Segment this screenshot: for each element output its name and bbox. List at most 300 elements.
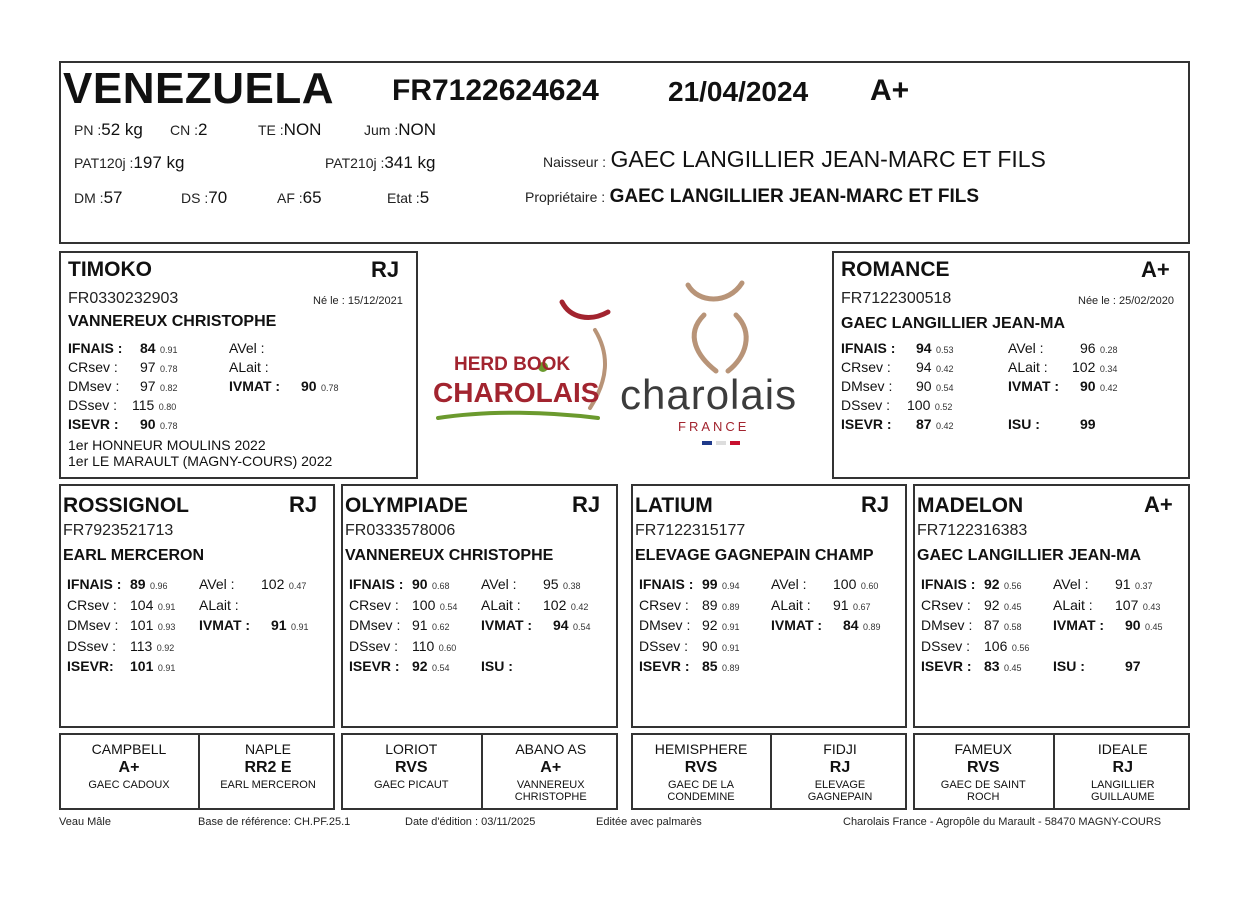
ivmat-coef: 0.89 bbox=[863, 622, 881, 632]
dssev-label: DSsev : bbox=[921, 637, 971, 654]
alait-label: ALait : bbox=[481, 596, 521, 613]
ivmat-value: 84 bbox=[843, 617, 859, 633]
dam-isu bbox=[1008, 416, 1096, 434]
great-grandparent-name: ABANO AS bbox=[515, 741, 587, 757]
crsev-coef: 0.42 bbox=[936, 364, 954, 374]
ifnais-value: 92 bbox=[984, 576, 1000, 592]
dmsev-label: DMsev : bbox=[68, 378, 120, 394]
sire-owner: VANNEREUX CHRISTOPHE bbox=[68, 313, 277, 330]
dmsev-coef: 0.58 bbox=[1004, 622, 1022, 632]
charolais-bull-head-icon bbox=[618, 275, 828, 385]
crsev-value: 100 bbox=[412, 596, 436, 613]
alait-coef: 0.67 bbox=[853, 601, 871, 612]
jum-field bbox=[364, 120, 436, 140]
ifnais-label: IFNAIS : bbox=[921, 576, 976, 592]
dmsev-value: 92 bbox=[702, 617, 718, 633]
grandparent-owner: VANNEREUX CHRISTOPHE bbox=[345, 547, 554, 564]
footer-palmares: Editée avec palmarès bbox=[596, 816, 702, 828]
alait-label: ALait : bbox=[771, 596, 811, 613]
grandparent-name: MADELON bbox=[917, 494, 1024, 517]
grandparent-name: OLYMPIADE bbox=[345, 494, 468, 517]
isu-label: ISU : bbox=[1008, 416, 1040, 432]
grandparent-ifnais bbox=[349, 576, 450, 594]
isevr-value: 90 bbox=[140, 416, 156, 432]
ivmat-label: IVMAT : bbox=[229, 378, 281, 394]
great-grandparent-owner: GAEC DE SAINT bbox=[940, 779, 1026, 791]
grandparent-isu bbox=[771, 658, 843, 676]
great-grandparent-cell bbox=[772, 735, 908, 808]
pat120-label: PAT120j : bbox=[74, 155, 134, 171]
etat-label: Etat : bbox=[387, 190, 420, 206]
ifnais-coef: 0.96 bbox=[150, 581, 168, 591]
isu-label: ISU : bbox=[1053, 658, 1085, 674]
dmsev-coef: 0.91 bbox=[722, 622, 740, 632]
great-grandparent-grade: RVS bbox=[966, 759, 1000, 776]
alait-value: 107 bbox=[1115, 596, 1139, 613]
dmsev-coef: 0.54 bbox=[936, 383, 954, 393]
cn-value: 2 bbox=[198, 120, 208, 139]
grandparent-alait bbox=[771, 597, 871, 615]
dmsev-value: 87 bbox=[984, 617, 1000, 633]
isevr-label: ISEVR : bbox=[841, 416, 892, 432]
alait-label: ALait : bbox=[199, 596, 239, 613]
avel-coef: 0.28 bbox=[1100, 345, 1118, 355]
sire-palmares-1: 1er HONNEUR MOULINS 2022 bbox=[68, 437, 266, 453]
proprietaire-value: GAEC LANGILLIER JEAN-MARC ET FILS bbox=[609, 186, 980, 207]
footer-base: Base de référence: CH.PF.25.1 bbox=[198, 816, 351, 828]
ifnais-value: 94 bbox=[916, 340, 932, 356]
dam-dmsev bbox=[841, 378, 954, 396]
isevr-label: ISEVR: bbox=[67, 658, 114, 674]
dam-crsev bbox=[841, 359, 954, 377]
great-grandparent-grade: A+ bbox=[118, 759, 140, 776]
grandparent-name: LATIUM bbox=[635, 494, 713, 517]
ifnais-value: 90 bbox=[412, 576, 428, 592]
crsev-coef: 0.54 bbox=[439, 601, 458, 612]
grandparent-ifnais bbox=[67, 576, 168, 594]
ivmat-label: IVMAT : bbox=[1008, 378, 1060, 394]
alait-value: 91 bbox=[833, 596, 849, 613]
isevr-value: 92 bbox=[412, 658, 428, 674]
avel-value: 96 bbox=[1080, 340, 1096, 356]
avel-coef: 0.38 bbox=[563, 581, 581, 591]
great-grandparent-cell bbox=[343, 735, 480, 808]
great-grandparent-owner: EARL MERCERON bbox=[220, 779, 316, 791]
great-grandparent-name: IDEALE bbox=[1097, 741, 1148, 757]
great-grandparent-owner: ELEVAGE bbox=[814, 779, 866, 791]
isevr-coef: 0.78 bbox=[160, 421, 178, 431]
great-grandparent-grade: RVS bbox=[684, 759, 718, 776]
dmsev-coef: 0.82 bbox=[160, 383, 178, 393]
sire-dssev bbox=[68, 397, 176, 415]
grandparent-id: FR7923521713 bbox=[63, 522, 174, 539]
great-grandparent-grade: RJ bbox=[829, 759, 851, 776]
sire-grade: RJ bbox=[371, 257, 400, 282]
ivmat-coef: 0.78 bbox=[321, 383, 339, 393]
dmsev-value: 90 bbox=[916, 378, 932, 394]
pn-field bbox=[74, 120, 143, 140]
sire-dmsev bbox=[68, 378, 178, 396]
grandparent-isevr bbox=[921, 658, 1022, 676]
dssev-value: 110 bbox=[412, 637, 435, 654]
grandparent-id: FR7122315177 bbox=[635, 522, 746, 539]
etat-field bbox=[387, 188, 429, 208]
dssev-label: DSsev : bbox=[349, 637, 399, 654]
alait-value: 102 bbox=[1072, 359, 1096, 375]
af-label: AF : bbox=[277, 190, 303, 206]
avel-value: 102 bbox=[261, 576, 285, 592]
avel-label: AVel : bbox=[1008, 340, 1044, 356]
isevr-coef: 0.54 bbox=[432, 663, 450, 673]
dam-id: FR7122300518 bbox=[841, 290, 952, 307]
ifnais-coef: 0.91 bbox=[160, 345, 178, 355]
animal-birth-date: 21/04/2024 bbox=[668, 76, 809, 107]
alait-value: 102 bbox=[543, 596, 567, 613]
ivmat-value: 90 bbox=[1125, 617, 1141, 633]
af-value: 65 bbox=[302, 188, 322, 207]
sire-alait-label: ALait : bbox=[229, 359, 269, 375]
isevr-label: ISEVR : bbox=[68, 416, 119, 432]
isevr-label: ISEVR : bbox=[921, 658, 972, 674]
grandparent-grade: A+ bbox=[1144, 492, 1173, 517]
great-grandparent-owner: GAEC PICAUT bbox=[373, 779, 449, 791]
grandparent-avel bbox=[771, 576, 878, 594]
dssev-value: 90 bbox=[702, 637, 718, 654]
great-grandparent-pair-box bbox=[631, 733, 907, 810]
dam-name: ROMANCE bbox=[841, 258, 950, 281]
dmsev-coef: 0.62 bbox=[432, 622, 450, 632]
dm-value: 57 bbox=[103, 188, 123, 207]
grandparent-alait bbox=[199, 597, 261, 615]
crsev-value: 104 bbox=[130, 596, 154, 613]
naisseur-label: Naisseur : bbox=[543, 154, 607, 170]
crsev-label: CRsev : bbox=[841, 359, 891, 375]
naisseur-field bbox=[543, 146, 1046, 173]
great-grandparent-name: HEMISPHERE bbox=[654, 741, 748, 757]
grandparent-isevr bbox=[349, 658, 450, 676]
ds-value: 70 bbox=[208, 188, 228, 207]
grandparent-id: FR0333578006 bbox=[345, 522, 456, 539]
ivmat-value: 90 bbox=[1080, 378, 1096, 394]
crsev-coef: 0.45 bbox=[1004, 601, 1022, 612]
great-grandparent-owner: GAEC DE LA bbox=[667, 779, 735, 791]
dam-grade: A+ bbox=[1141, 257, 1170, 282]
dmsev-coef: 0.93 bbox=[157, 622, 176, 632]
great-grandparent-cell bbox=[915, 735, 1052, 808]
dssev-coef: 0.56 bbox=[1011, 642, 1030, 653]
grandparent-dssev bbox=[67, 638, 174, 656]
animal-id: FR7122624624 bbox=[392, 74, 599, 107]
dam-birth-date: Née le : 25/02/2020 bbox=[1078, 295, 1175, 307]
isevr-label: ISEVR : bbox=[639, 658, 690, 674]
great-grandparent-grade: A+ bbox=[540, 759, 562, 776]
great-grandparent-grade: RR2 E bbox=[244, 759, 292, 776]
avel-label: AVel : bbox=[481, 576, 517, 592]
avel-value: 91 bbox=[1115, 576, 1131, 592]
dmsev-label: DMsev : bbox=[349, 617, 401, 633]
french-flag-icon bbox=[702, 441, 740, 445]
grandparent-dmsev bbox=[639, 617, 740, 635]
naisseur-value: GAEC LANGILLIER JEAN-MARC ET FILS bbox=[610, 146, 1046, 172]
grandparent-alait bbox=[1053, 597, 1160, 615]
great-grandparent-owner: LANGILLIER bbox=[1090, 779, 1155, 791]
great-grandparent-owner-2: CONDEMINE bbox=[667, 791, 735, 803]
alait-coef: 0.34 bbox=[1099, 364, 1118, 374]
sire-name: TIMOKO bbox=[68, 258, 152, 281]
great-grandparent-owner-2: GUILLAUME bbox=[1090, 791, 1155, 803]
ifnais-coef: 0.53 bbox=[936, 345, 954, 355]
dssev-coef: 0.52 bbox=[934, 402, 953, 412]
grandparent-avel bbox=[1053, 576, 1153, 594]
isevr-value: 85 bbox=[702, 658, 718, 674]
grandparent-isu bbox=[481, 658, 553, 676]
sire-birth-date: Né le : 15/12/2021 bbox=[313, 295, 403, 307]
ds-field bbox=[181, 188, 227, 208]
great-grandparent-cell bbox=[61, 735, 197, 808]
animal-grade: A+ bbox=[870, 74, 910, 107]
crsev-label: CRsev : bbox=[349, 596, 399, 613]
sire-palmares-2: 1er LE MARAULT (MAGNY-COURS) 2022 bbox=[68, 453, 333, 469]
ivmat-coef: 0.42 bbox=[1100, 383, 1118, 393]
sire-isevr bbox=[68, 416, 178, 434]
pat210-label: PAT210j : bbox=[325, 155, 385, 171]
grandparent-isevr bbox=[67, 658, 175, 676]
isevr-value: 87 bbox=[916, 416, 932, 432]
dssev-coef: 0.60 bbox=[438, 642, 457, 653]
great-grandparent-cell bbox=[1055, 735, 1192, 808]
cn-field bbox=[170, 120, 207, 140]
dssev-value: 113 bbox=[130, 637, 153, 654]
ifnais-label: IFNAIS : bbox=[67, 576, 122, 592]
ivmat-value: 94 bbox=[553, 617, 569, 633]
dm-label: DM : bbox=[74, 190, 104, 206]
crsev-value: 94 bbox=[916, 359, 932, 375]
dssev-coef: 0.80 bbox=[158, 402, 177, 412]
dm-field bbox=[74, 188, 122, 208]
dam-dssev bbox=[841, 397, 952, 415]
isevr-coef: 0.91 bbox=[157, 663, 176, 673]
crsev-coef: 0.91 bbox=[157, 601, 176, 612]
herdbook-line2: CHAROLAIS bbox=[433, 377, 600, 408]
isevr-coef: 0.89 bbox=[722, 663, 740, 673]
jum-value: NON bbox=[398, 120, 437, 139]
grandparent-avel bbox=[199, 576, 306, 594]
isevr-value: 101 bbox=[130, 658, 154, 674]
charolais-word: charolais bbox=[620, 371, 798, 418]
ifnais-value: 99 bbox=[702, 576, 718, 592]
footer-sex: Veau Mâle bbox=[59, 816, 111, 828]
grandparent-name: ROSSIGNOL bbox=[63, 494, 190, 517]
dssev-coef: 0.92 bbox=[156, 642, 175, 653]
ivmat-value: 90 bbox=[301, 378, 317, 394]
crsev-coef: 0.78 bbox=[160, 364, 178, 374]
great-grandparent-name: LORIOT bbox=[385, 741, 438, 757]
ivmat-label: IVMAT : bbox=[1053, 617, 1105, 633]
grandparent-crsev bbox=[349, 597, 457, 615]
isevr-coef: 0.45 bbox=[1004, 663, 1022, 673]
grandparent-isevr bbox=[639, 658, 740, 676]
grandparent-ivmat bbox=[771, 617, 881, 635]
great-grandparent-cell bbox=[633, 735, 769, 808]
sire-crsev bbox=[68, 359, 178, 377]
isevr-coef: 0.42 bbox=[936, 421, 954, 431]
great-grandparent-pair-box bbox=[59, 733, 335, 810]
france-word: FRANCE bbox=[678, 419, 750, 434]
ivmat-value: 91 bbox=[271, 617, 287, 633]
ivmat-label: IVMAT : bbox=[481, 617, 533, 633]
ivmat-label: IVMAT : bbox=[771, 617, 823, 633]
pat120-value: 197 kg bbox=[133, 153, 185, 172]
avel-label: AVel : bbox=[771, 576, 807, 592]
dmsev-value: 97 bbox=[140, 378, 156, 394]
avel-label: AVel : bbox=[199, 576, 235, 592]
ifnais-label: IFNAIS : bbox=[841, 340, 896, 356]
grandparent-id: FR7122316383 bbox=[917, 522, 1028, 539]
alait-coef: 0.43 bbox=[1142, 601, 1161, 612]
charolais-france-logo bbox=[618, 275, 828, 455]
great-grandparent-cell bbox=[200, 735, 336, 808]
grandparent-dssev bbox=[639, 638, 740, 656]
avel-coef: 0.37 bbox=[1135, 581, 1153, 591]
jum-label: Jum : bbox=[364, 122, 399, 138]
dssev-coef: 0.91 bbox=[722, 642, 740, 653]
animal-name: VENEZUELA bbox=[63, 64, 334, 113]
great-grandparent-grade: RVS bbox=[394, 759, 428, 776]
alait-coef: 0.42 bbox=[570, 601, 589, 612]
great-grandparent-owner-2: CHRISTOPHE bbox=[514, 791, 587, 803]
grandparent-crsev bbox=[639, 597, 740, 615]
dam-alait bbox=[1008, 359, 1117, 377]
great-grandparent-grade: RJ bbox=[1112, 759, 1133, 776]
sire-ifnais bbox=[68, 340, 178, 358]
crsev-label: CRsev : bbox=[921, 596, 971, 613]
ifnais-value: 84 bbox=[140, 340, 156, 356]
alait-label: ALait : bbox=[1008, 359, 1048, 375]
isu-value: 99 bbox=[1080, 416, 1096, 432]
grandparent-grade: RJ bbox=[572, 492, 601, 517]
sire-ivmat bbox=[229, 378, 339, 396]
great-grandparent-cell bbox=[483, 735, 620, 808]
avel-coef: 0.60 bbox=[860, 581, 879, 591]
dssev-value: 106 bbox=[984, 637, 1008, 654]
ifnais-label: IFNAIS : bbox=[349, 576, 404, 592]
grandparent-crsev bbox=[67, 597, 175, 615]
grandparent-owner: EARL MERCERON bbox=[63, 547, 205, 564]
proprietaire-label: Propriétaire : bbox=[525, 189, 606, 205]
ds-label: DS : bbox=[181, 190, 209, 206]
ivmat-coef: 0.45 bbox=[1145, 622, 1163, 632]
te-label: TE : bbox=[258, 122, 284, 138]
dssev-value: 115 bbox=[132, 397, 155, 413]
grandparent-dmsev bbox=[349, 617, 450, 635]
herdbook-charolais-logo bbox=[430, 290, 620, 430]
pn-label: PN : bbox=[74, 122, 102, 138]
dssev-label: DSsev : bbox=[639, 637, 689, 654]
grandparent-isu bbox=[199, 658, 271, 676]
ifnais-coef: 0.94 bbox=[722, 581, 740, 591]
dam-avel bbox=[1008, 340, 1118, 358]
avel-value: 95 bbox=[543, 576, 559, 592]
dmsev-label: DMsev : bbox=[921, 617, 973, 633]
sire-id: FR0330232903 bbox=[68, 290, 179, 307]
great-grandparent-pair-box bbox=[913, 733, 1190, 810]
pat210-field bbox=[325, 153, 435, 173]
etat-value: 5 bbox=[419, 188, 430, 207]
grandparent-dmsev bbox=[921, 617, 1022, 635]
dmsev-value: 91 bbox=[412, 617, 428, 633]
crsev-coef: 0.89 bbox=[722, 601, 740, 612]
isevr-value: 83 bbox=[984, 658, 1000, 674]
grandparent-crsev bbox=[921, 597, 1022, 615]
dam-isevr bbox=[841, 416, 954, 434]
isu-label: ISU : bbox=[481, 658, 513, 674]
great-grandparent-owner: VANNEREUX bbox=[516, 779, 585, 791]
grandparent-ivmat bbox=[199, 617, 309, 635]
great-grandparent-name: FAMEUX bbox=[954, 741, 1013, 757]
sire-avel-label: AVel : bbox=[229, 340, 265, 356]
grandparent-owner: ELEVAGE GAGNEPAIN CHAMP bbox=[635, 547, 874, 564]
af-field bbox=[277, 188, 322, 208]
dssev-label: DSsev : bbox=[67, 637, 117, 654]
ivmat-coef: 0.54 bbox=[573, 622, 591, 632]
ivmat-coef: 0.91 bbox=[291, 622, 309, 632]
crsev-value: 92 bbox=[984, 596, 1000, 613]
grandparent-isu bbox=[1053, 658, 1141, 676]
ifnais-value: 89 bbox=[130, 576, 146, 592]
ifnais-coef: 0.68 bbox=[432, 581, 450, 591]
proprietaire-field bbox=[525, 186, 979, 208]
dam-ivmat bbox=[1008, 378, 1118, 396]
great-grandparent-name: NAPLE bbox=[245, 741, 291, 757]
grandparent-alait bbox=[481, 597, 588, 615]
te-field bbox=[258, 120, 321, 140]
pn-value: 52 kg bbox=[101, 120, 143, 139]
te-value: NON bbox=[283, 120, 322, 139]
grandparent-owner: GAEC LANGILLIER JEAN-MA bbox=[917, 547, 1141, 564]
crsev-value: 97 bbox=[140, 359, 156, 375]
grandparent-dssev bbox=[921, 638, 1029, 656]
dmsev-label: DMsev : bbox=[67, 617, 119, 633]
dmsev-label: DMsev : bbox=[841, 378, 893, 394]
dam-ifnais bbox=[841, 340, 954, 358]
great-grandparent-name: CAMPBELL bbox=[91, 741, 167, 757]
grandparent-ifnais bbox=[921, 576, 1022, 594]
alait-label: ALait : bbox=[1053, 596, 1093, 613]
crsev-label: CRsev : bbox=[639, 596, 689, 613]
crsev-label: CRsev : bbox=[68, 359, 118, 375]
grandparent-ivmat bbox=[481, 617, 591, 635]
great-grandparent-name: FIDJI bbox=[823, 741, 857, 757]
cn-label: CN : bbox=[170, 122, 198, 138]
dssev-value: 100 bbox=[907, 397, 931, 413]
great-grandparent-pair-box bbox=[341, 733, 618, 810]
herdbook-line1: HERD BOOK bbox=[454, 354, 571, 375]
great-grandparent-owner: GAEC CADOUX bbox=[88, 779, 170, 791]
footer-org: Charolais France - Agropôle du Marault - 58470 MAGNY-COURS bbox=[843, 816, 1162, 828]
dmsev-label: DMsev : bbox=[639, 617, 691, 633]
pat120-field bbox=[74, 153, 184, 173]
dssev-label: DSsev : bbox=[68, 397, 118, 413]
isevr-label: ISEVR : bbox=[349, 658, 400, 674]
crsev-label: CRsev : bbox=[67, 596, 117, 613]
ifnais-label: IFNAIS : bbox=[68, 340, 123, 356]
grandparent-ivmat bbox=[1053, 617, 1163, 635]
grandparent-ifnais bbox=[639, 576, 740, 594]
dssev-label: DSsev : bbox=[841, 397, 891, 413]
grandparent-avel bbox=[481, 576, 581, 594]
ifnais-label: IFNAIS : bbox=[639, 576, 694, 592]
avel-value: 100 bbox=[833, 576, 857, 592]
